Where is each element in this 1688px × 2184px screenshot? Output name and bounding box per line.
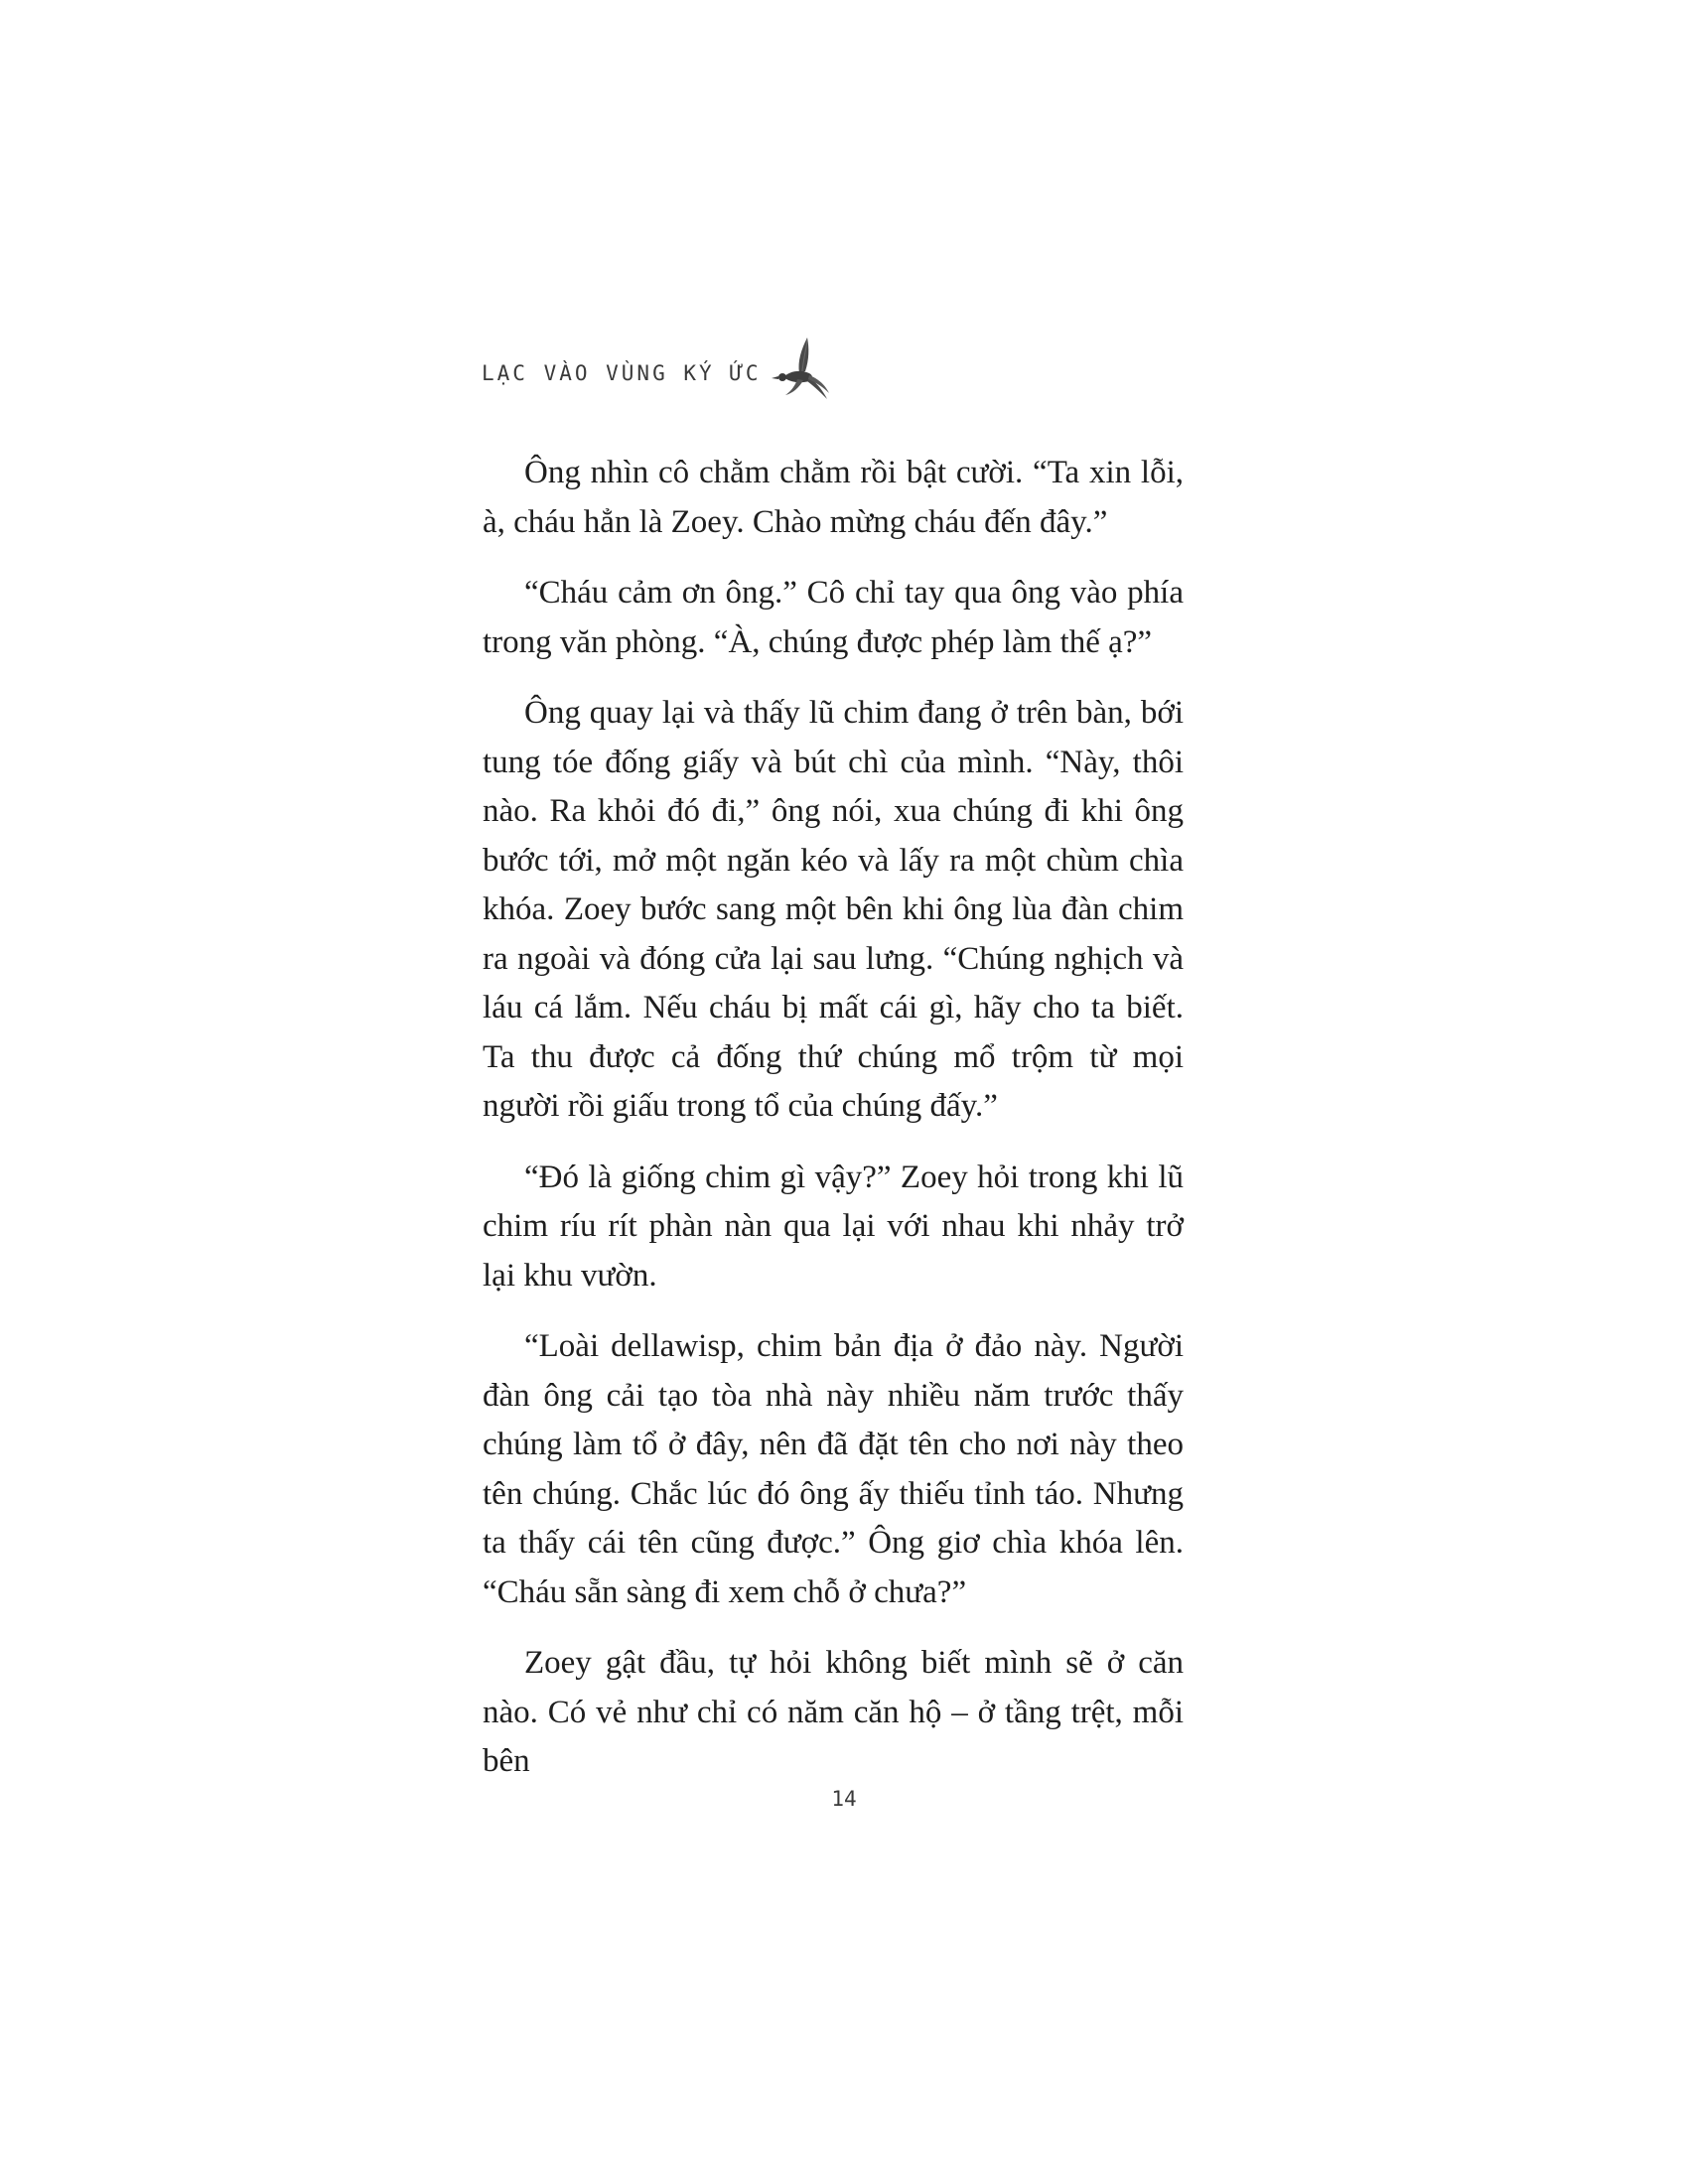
paragraph: Ông nhìn cô chằm chằm rồi bật cười. “Ta xin lỗi, à, cháu hẳn là Zoey. Chào mừng cháu đến đây.” (483, 455, 1184, 540)
paragraph: “Cháu cảm ơn ông.” Cô chỉ tay qua ông vào phía trong văn phòng. “À, chúng được phép làm thế ạ?” (483, 575, 1184, 660)
running-header (482, 328, 831, 407)
bird-icon (770, 334, 831, 401)
running-header-title: LẠC VÀO VÙNG KÝ ỨC (482, 361, 762, 385)
paragraph: “Đó là giống chim gì vậy?” Zoey hỏi trong khi lũ chim ríu rít phàn nàn qua lại với nhau khi nhảy trở lại khu vườn. (483, 1159, 1184, 1294)
paragraph: “Loài dellawisp, chim bản địa ở đảo này. Người đàn ông cải tạo tòa nhà này nhiều năm trước thấy chúng làm tổ ở đây, nên đã đặt tên cho nơi này theo tên chúng. Chắc lúc đó ông ấy thiếu tỉnh táo. Nhưng ta thấy cái tên cũng được.” Ông giơ chìa khóa lên. “Cháu sẵn sàng đi xem chỗ ở chưa?” (483, 1328, 1184, 1610)
paragraph: Ông quay lại và thấy lũ chim đang ở trên bàn, bới tung tóe đống giấy và bút chì của mình. “Này, thôi nào. Ra khỏi đó đi,” ông nói, xua chúng đi khi ông bước tới, mở một ngăn kéo và lấy ra một chùm chìa khóa. Zoey bước sang một bên khi ông lùa đàn chim ra ngoài và đóng cửa lại sau lưng. “Chúng nghịch và láu cá lắm. Nếu cháu bị mất cái gì, hãy cho ta biết. Ta thu được cả đống thứ chúng mổ trộm từ mọi người rồi giấu trong tổ của chúng đấy.” (483, 695, 1184, 1124)
page-number: 14 (831, 1787, 857, 1811)
paragraph: Zoey gật đầu, tự hỏi không biết mình sẽ ở căn nào. Có vẻ như chỉ có năm căn hộ – ở tầng trệt, mỗi bên (483, 1645, 1184, 1779)
body-text (483, 449, 1184, 1809)
